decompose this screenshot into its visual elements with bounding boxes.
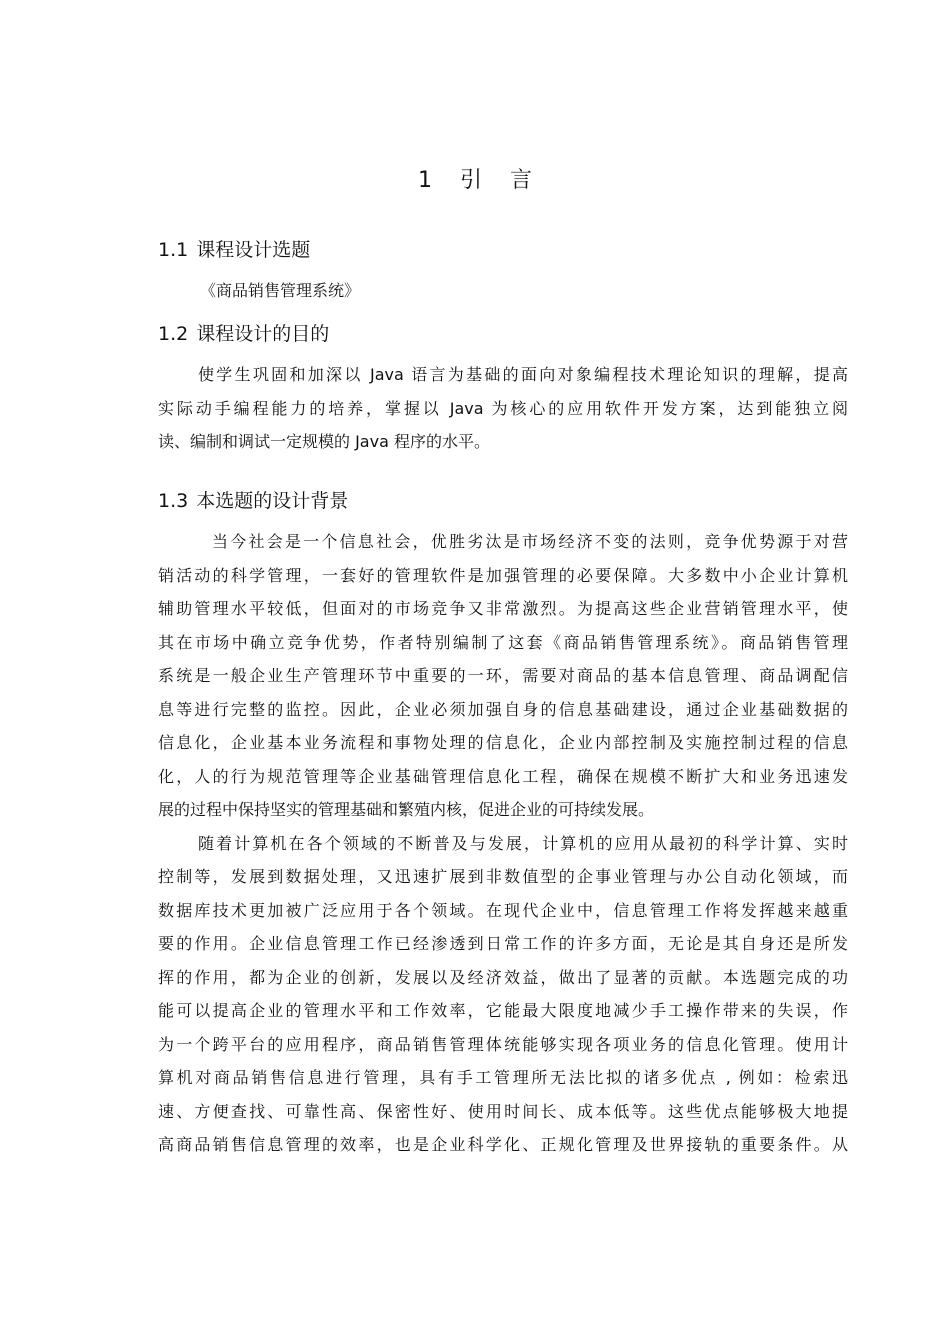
paragraph-line: 随着计算机在各个领域的不断普及与发展，计算机的应用从最初的科学计算、实时 bbox=[198, 833, 848, 853]
paragraph-line: 挥的作用，都为企业的创新，发展以及经济效益，做出了显著的贡献。本选题完成的功 bbox=[158, 967, 848, 987]
section-number: 1.2 bbox=[158, 323, 189, 345]
paragraph-line: 当今社会是一个信息社会，优胜劣汰是市场经济不变的法则，竞争优势源于对营 bbox=[212, 532, 848, 551]
paragraph-line: 为一个跨平台的应用程序，商品销售管理体统能够实现各项业务的信息化管理。使用计 bbox=[158, 1034, 848, 1054]
paragraph-line: 高商品销售信息管理的效率，也是企业科学化、正规化管理及世界接轨的重要条件。从 bbox=[158, 1135, 848, 1154]
section-heading-1-2 bbox=[158, 321, 329, 347]
paragraph-line: 读、编制和调试一定规模的 Java 程序的水平。 bbox=[158, 432, 490, 451]
section-heading-1-3 bbox=[158, 488, 348, 514]
paragraph-line: 辅助管理水平较低，但面对的市场竞争又非常激烈。为提高这些企业营销管理水平，使 bbox=[158, 599, 848, 618]
paragraph-line: 使学生巩固和加深以 Java 语言为基础的面向对象编程技术理论知识的理解，提高 bbox=[198, 365, 848, 384]
paragraph-line: 化，人的行为规范管理等企业基础管理信息化工程，确保在规模不断扩大和业务迅速发 bbox=[158, 766, 848, 786]
section-number: 1.3 bbox=[158, 490, 189, 512]
paragraph-line: 系统是一般企业生产管理环节中重要的一环，需要对商品的基本信息管理、商品调配信 bbox=[158, 666, 848, 685]
section-number: 1.1 bbox=[158, 239, 189, 261]
paragraph-line: 速、方便查找、可靠性高、保密性好、使用时间长、成本低等。这些优点能够极大地提 bbox=[158, 1101, 848, 1121]
chapter-number: 1 bbox=[417, 168, 432, 193]
section-title: 本选题的设计背景 bbox=[196, 490, 349, 512]
paragraph-line: 算机对商品销售信息进行管理，具有手工管理所无法比拟的诸多优点 , 例如：检索迅 bbox=[158, 1068, 848, 1087]
topic-text: 《商品销售管理系统》 bbox=[200, 281, 361, 300]
chapter-title-char-2: 言 bbox=[510, 168, 533, 193]
paragraph-line: 其在市场中确立竞争优势，作者特别编制了这套《商品销售管理系统》。商品销售管理 bbox=[158, 632, 848, 652]
purpose-paragraph bbox=[158, 358, 848, 459]
paragraph-line: 控制等，发展到数据处理，又迅速扩展到非数值型的企事业管理与办公自动化领域，而 bbox=[158, 867, 848, 886]
paragraph-line: 息等进行完整的监控。因此，企业必须加强自身的信息基础建设，通过企业基础数据的 bbox=[158, 699, 848, 719]
section-title: 课程设计的目的 bbox=[196, 323, 330, 345]
section-heading-1-1 bbox=[158, 237, 310, 263]
section-title: 课程设计选题 bbox=[196, 239, 311, 261]
paragraph-line: 数据库技术更加被广泛应用于各个领域。在现代企业中，信息管理工作将发挥越来越重 bbox=[158, 900, 848, 920]
paragraph-line: 能可以提高企业的管理水平和工作效率，它能最大限度地减少手工操作带来的失误，作 bbox=[158, 1001, 848, 1020]
paragraph-line: 信息化，企业基本业务流程和事物处理的信息化，企业内部控制及实施控制过程的信息 bbox=[158, 733, 848, 752]
chapter-title bbox=[0, 166, 950, 196]
background-paragraph-1 bbox=[158, 525, 848, 1162]
paragraph-line: 实际动手编程能力的培养，掌握以 Java 为核心的应用软件开发方案，达到能独立阅 bbox=[158, 398, 848, 418]
chapter-title-char-1: 引 bbox=[459, 168, 482, 193]
paragraph-line: 展的过程中保持坚实的管理基础和繁殖内核，促进企业的可持续发展。 bbox=[158, 800, 655, 819]
paragraph-line: 销活动的科学管理，一套好的管理软件是加强管理的必要保障。大多数中小企业计算机 bbox=[158, 565, 848, 585]
paragraph-line: 要的作用。企业信息管理工作已经渗透到日常工作的许多方面，无论是其自身还是所发 bbox=[158, 934, 848, 953]
